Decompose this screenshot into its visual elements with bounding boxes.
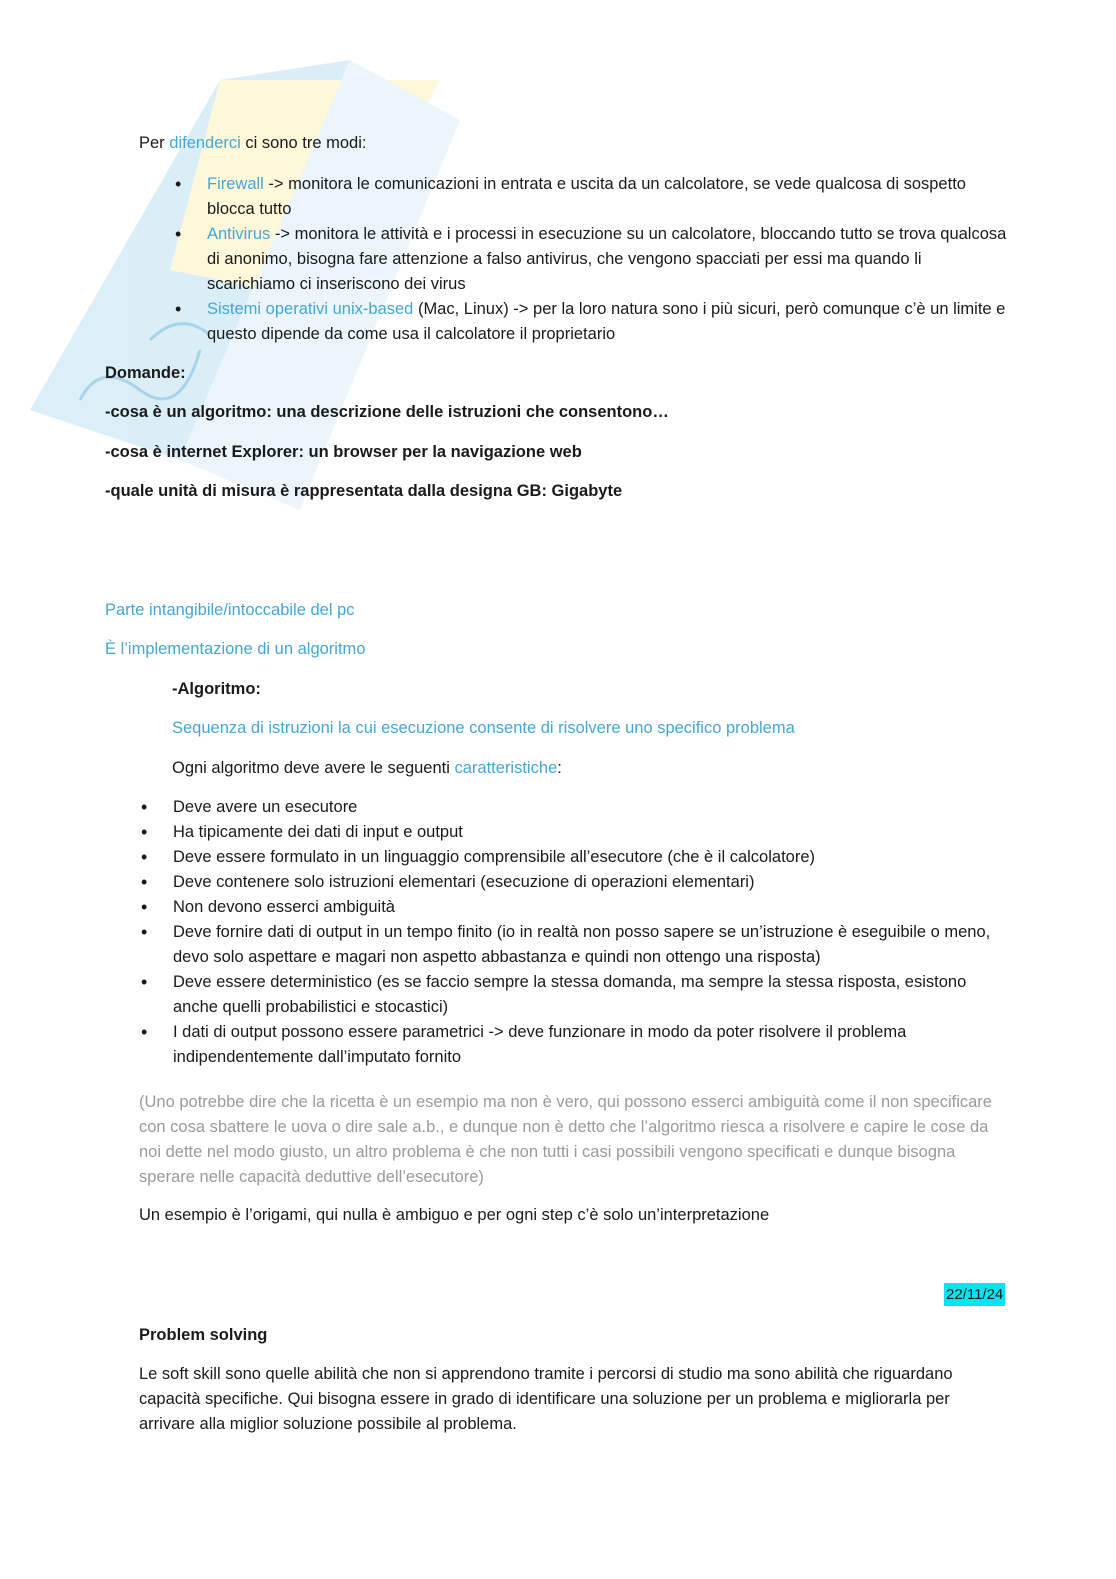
intro-highlight: difenderci (169, 134, 241, 152)
list-item: • Deve avere un esecutore (139, 795, 1009, 820)
algorithm-heading: -Algoritmo: (172, 680, 261, 698)
list-item: • Firewall -> monitora le comunicazioni in entrata e uscita da un calcolatore, se vede qualcosa di sospetto blocca tutto (139, 172, 1009, 222)
security-list (139, 172, 1009, 347)
software-line: Parte intangibile/intoccabile del pc (105, 601, 355, 619)
software-line: È l’implementazione di un algoritmo (105, 640, 366, 658)
algorithm-definition: Sequenza di istruzioni la cui esecuzione consente di risolvere uno specifico problema (172, 719, 795, 737)
list-item: • Deve essere formulato in un linguaggio comprensibile all’esecutore (che è il calcolatore) (139, 845, 1009, 870)
list-item: • Ha tipicamente dei dati di input e output (139, 820, 1009, 845)
list-item: • Sistemi operativi unix-based (Mac, Linux) -> per la loro natura sono i più sicuri, però comunque c’è un limite e questo dipende da come usa il calcolatore il proprietario (139, 297, 1009, 347)
date-badge: 22/11/24 (944, 1283, 1005, 1306)
characteristics-line: Ogni algoritmo deve avere le seguenti caratteristiche: (172, 759, 562, 777)
question-item: -cosa è internet Explorer: un browser per la navigazione web (105, 443, 582, 461)
list-item: • Deve contenere solo istruzioni elementari (esecuzione di operazioni elementari) (139, 870, 1009, 895)
question-item: -cosa è un algoritmo: una descrizione delle istruzioni che consentono… (105, 403, 669, 421)
characteristics-list (139, 795, 1009, 1070)
list-item: • Non devono esserci ambiguità (139, 895, 1009, 920)
list-item: • Antivirus -> monitora le attività e i processi in esecuzione su un calcolatore, bloccando tutto se trova qualcosa di anonimo, bisogna fare attenzione a falso antivirus, che vengono spacciati per essi ma quando li scarichiamo ci inseriscono dei virus (139, 222, 1009, 297)
list-item: • I dati di output possono essere parametrici -> deve funzionare in modo da poter risolvere il problema indipendentemente dall’imputato fornito (139, 1020, 1009, 1070)
list-item: • Deve essere deterministico (es se faccio sempre la stessa domanda, ma sempre la stessa risposta, esistono anche quelli probabilistici e stocastici) (139, 970, 1009, 1020)
list-item: • Deve fornire dati di output in un tempo finito (io in realtà non posso sapere se un’istruzione è eseguibile o meno, devo solo aspettare e magari non aspetto abbastanza e quindi non ottengo una risposta) (139, 920, 1009, 970)
questions-heading: Domande: (105, 364, 186, 382)
question-item: -quale unità di misura è rappresentata dalla designa GB: Gigabyte (105, 482, 623, 500)
recipe-note: (Uno potrebbe dire che la ricetta è un esempio ma non è vero, qui possono esserci ambiguità come il non specificare con cosa sbattere le uova o dire sale a.b., e dunque non è detto che l’algoritmo riesca a risolvere e capire le cose da noi dette nel modo giusto, un altro problema è che non tutti i casi possibili vengono specificati e dunque bisogna sperare nelle capacità deduttive dell’esecutore) (139, 1093, 992, 1186)
characteristics-highlight: caratteristiche (454, 759, 558, 777)
origami-example: Un esempio è l’origami, qui nulla è ambiguo e per ogni step c’è solo un’interpretazione (139, 1206, 770, 1224)
problem-solving-heading: Problem solving (139, 1326, 268, 1344)
intro-line: Per difenderci ci sono tre modi: (139, 134, 367, 152)
problem-solving-text: Le soft skill sono quelle abilità che non si apprendono tramite i percorsi di studio ma sono abilità che riguardano capacità specifiche. Qui bisogna essere in grado di identificare una soluzione per un problema e migliorarla per arrivare alla miglior soluzione possibile al problema. (139, 1365, 953, 1433)
